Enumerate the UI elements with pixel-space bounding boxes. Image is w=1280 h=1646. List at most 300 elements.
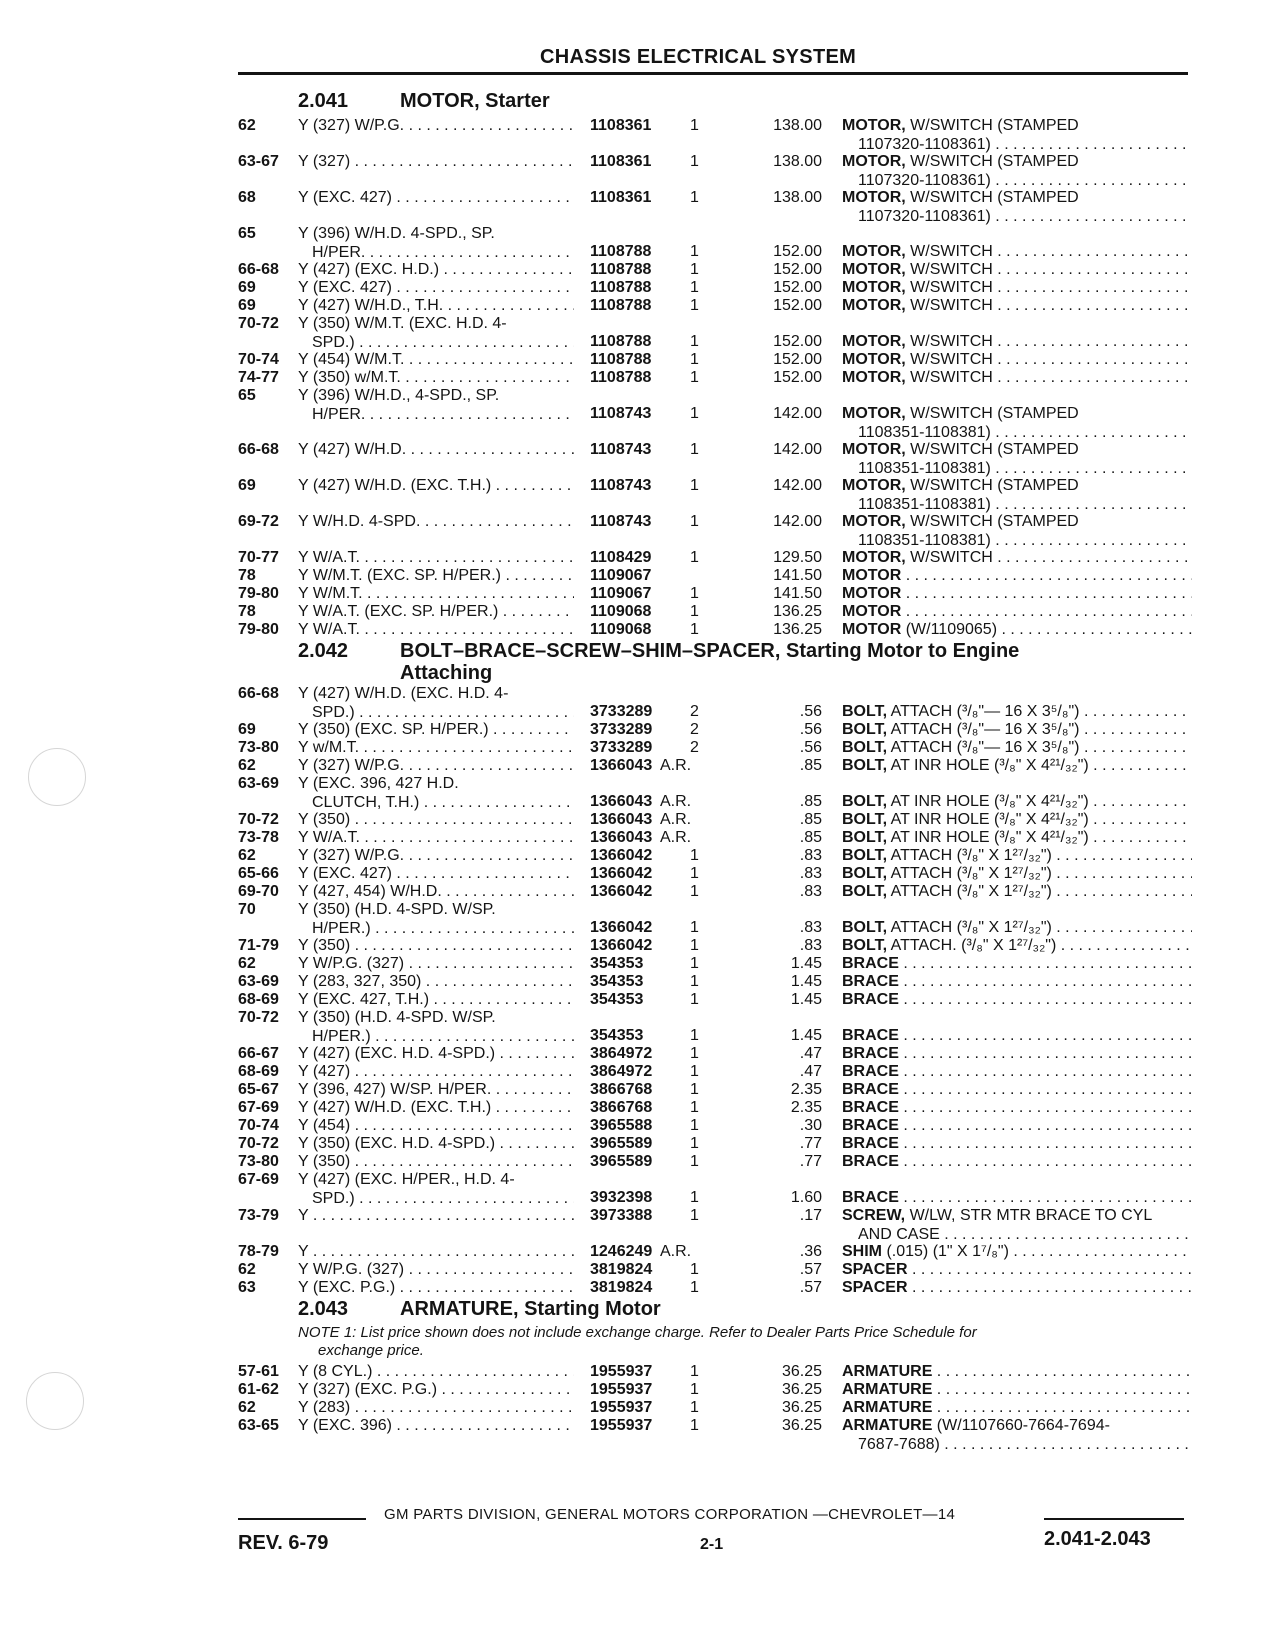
- quantity: 1: [690, 1117, 699, 1134]
- part-number: 1108788: [590, 333, 652, 350]
- application-text: [298, 937, 574, 954]
- description-line: 1108351-1108381) . . .: [842, 423, 1192, 442]
- application-text: [298, 1243, 574, 1260]
- description-line: [842, 1399, 1192, 1416]
- application: [298, 1206, 574, 1225]
- application-line: Y (283, 327, 350): [298, 973, 422, 990]
- quantity: 1: [690, 847, 699, 864]
- description: [842, 1278, 1192, 1297]
- description-line: [842, 1063, 1192, 1080]
- application: [298, 512, 574, 531]
- description-line: [842, 991, 1192, 1008]
- description: [842, 1416, 1192, 1454]
- model-years: 70: [238, 901, 256, 918]
- application-line: Y W/H.D. 4-SPD.: [298, 513, 421, 530]
- application-line: H/PER.): [312, 920, 371, 937]
- quantity: 1: [690, 297, 699, 314]
- description: [842, 566, 1192, 585]
- part-number: 1955937: [590, 1399, 653, 1416]
- section-heading: [238, 638, 1198, 684]
- quantity: 1: [690, 243, 699, 260]
- application-text: [298, 1009, 496, 1026]
- application-line: Y W/A.T. (EXC. SP. H/PER.): [298, 603, 499, 620]
- list-price: .47: [799, 1063, 822, 1080]
- description: [842, 548, 1192, 567]
- description-line: [842, 603, 1192, 620]
- list-price: .83: [799, 865, 822, 882]
- application-text: [298, 721, 574, 738]
- table-row: [238, 990, 1198, 1008]
- quantity: 1: [690, 477, 699, 494]
- model-years: 62: [238, 1261, 256, 1278]
- table-row: [238, 1008, 1198, 1044]
- part-number: 3864972: [590, 1063, 653, 1080]
- application-line: H/PER.): [312, 1028, 371, 1045]
- table-row: [238, 1278, 1198, 1296]
- model-years: 67-69: [238, 1171, 279, 1188]
- quantity: 1: [690, 261, 699, 278]
- part-number: 1108788: [590, 243, 652, 260]
- part-number: 1955937: [590, 1381, 653, 1398]
- description-line: [842, 1279, 1192, 1296]
- description-line: BOLT, ATTACH (³/₈"— 16 X 3⁵/₈") . . .: [842, 739, 1192, 756]
- part-number: 3965588: [590, 1117, 653, 1134]
- model-years: 63-69: [238, 973, 279, 990]
- application-line: H/PER.: [312, 244, 366, 261]
- list-price: 2.35: [790, 1081, 822, 1098]
- application-line: Y (454): [298, 1117, 351, 1134]
- description: [842, 116, 1192, 154]
- quantity: 1: [690, 883, 699, 900]
- description-line: [842, 1027, 1192, 1044]
- table-row: [238, 774, 1198, 810]
- quantity: 1: [690, 549, 699, 566]
- part-number: 3864972: [590, 1045, 653, 1062]
- description-keyword: ARMATURE: [842, 1363, 933, 1380]
- part-number: 1108788: [590, 261, 652, 278]
- description-line: MOTOR, W/SWITCH (STAMPED: [842, 189, 1079, 206]
- table-row: [238, 846, 1198, 864]
- description-line: [842, 567, 1192, 584]
- part-number: 3866768: [590, 1099, 653, 1116]
- description: [842, 720, 1192, 739]
- application-text: [298, 847, 574, 864]
- model-years: 67-69: [238, 1099, 279, 1116]
- list-price: 1.45: [790, 955, 822, 972]
- table-row: [238, 314, 1198, 350]
- application-line: Y w/M.T.: [298, 739, 360, 756]
- description-line: MOTOR (W/1109065) . . .: [842, 621, 1192, 638]
- table-row: [238, 1416, 1198, 1452]
- description-line: MOTOR, W/SWITCH (STAMPED: [842, 477, 1079, 494]
- section-title: [400, 640, 1019, 684]
- part-number: 1108743: [590, 405, 652, 422]
- part-number: 1366042: [590, 919, 653, 936]
- application: [298, 260, 574, 279]
- list-price: .85: [799, 829, 822, 846]
- description: [842, 1116, 1192, 1135]
- application-text: [298, 441, 574, 458]
- application-text: [298, 261, 574, 278]
- model-years: 69: [238, 279, 256, 296]
- application-text: [298, 1063, 574, 1080]
- model-years: 68-69: [238, 991, 279, 1008]
- model-years: 65-66: [238, 865, 279, 882]
- section-title-line: MOTOR, Starter: [400, 90, 550, 112]
- application: [298, 1260, 574, 1279]
- application: [298, 584, 574, 603]
- description: [842, 296, 1192, 315]
- description-line: BOLT, AT INR HOLE (³/₈" X 4²¹/₃₂") . . .: [842, 829, 1192, 846]
- quantity: 1: [690, 1207, 699, 1224]
- description-keyword: MOTOR: [842, 567, 902, 584]
- application-line: Y (EXC. 396, 427 H.D.: [298, 775, 459, 792]
- part-number: 1366042: [590, 865, 653, 882]
- description: [842, 278, 1192, 297]
- application-line: Y (327) W/P.G.: [298, 117, 405, 134]
- part-number: 354353: [590, 955, 644, 972]
- application-text: [298, 117, 574, 134]
- description-keyword: BRACE: [842, 1099, 899, 1116]
- quantity: 1: [690, 1417, 699, 1434]
- description-line: BOLT, AT INR HOLE (³/₈" X 4²¹/₃₂") . . .: [842, 793, 1192, 810]
- part-number: 1108361: [590, 189, 652, 206]
- description-keyword: MOTOR,: [842, 351, 906, 368]
- description: [842, 512, 1192, 550]
- list-price: .56: [799, 703, 822, 720]
- description-line: [842, 955, 1192, 972]
- list-price: 152.00: [773, 369, 822, 386]
- note-line: exchange price.: [318, 1342, 424, 1359]
- model-years: 70-72: [238, 1009, 279, 1026]
- application-line: Y (396) W/H.D. 4-SPD., SP.: [298, 225, 495, 242]
- description: [842, 1188, 1192, 1207]
- application-line: Y (396) W/H.D., 4-SPD., SP.: [298, 387, 500, 404]
- application-line: Y (427, 454) W/H.D.: [298, 883, 442, 900]
- model-years: 74-77: [238, 369, 279, 386]
- description: [842, 1044, 1192, 1063]
- table-row: [238, 152, 1198, 188]
- description: [842, 1062, 1192, 1081]
- part-number: 1366043: [590, 811, 653, 828]
- description-line: [842, 1045, 1192, 1062]
- note-line: NOTE 1: List price shown does not include exchange charge. Refer to Dealer Parts Price Schedule for: [298, 1324, 977, 1341]
- list-price: 36.25: [781, 1381, 822, 1398]
- description-line: [842, 1081, 1192, 1098]
- part-number: 1366042: [590, 847, 653, 864]
- description-line: MOTOR, W/SWITCH . . .: [842, 333, 1192, 350]
- description-line: BOLT, ATTACH (³/₈" X 1²⁷/₃₂") . . .: [842, 883, 1192, 900]
- list-price: .47: [799, 1045, 822, 1062]
- section-title: [400, 90, 550, 113]
- quantity: 1: [690, 1363, 699, 1380]
- table-row: [238, 116, 1198, 152]
- description-line: MOTOR, W/SWITCH . . .: [842, 243, 1192, 260]
- application: [298, 476, 574, 495]
- parts-list: [238, 88, 1198, 1452]
- description-keyword: SPACER: [842, 1261, 908, 1278]
- application-text: [298, 603, 574, 620]
- quantity: A.R.: [660, 757, 692, 774]
- application: [298, 368, 574, 387]
- list-price: .83: [799, 919, 822, 936]
- description-keyword: BOLT,: [842, 793, 888, 810]
- list-price: 142.00: [773, 441, 822, 458]
- part-number: 1955937: [590, 1417, 653, 1434]
- description: [842, 702, 1192, 721]
- description-keyword: MOTOR,: [842, 297, 906, 314]
- description-keyword: MOTOR,: [842, 243, 906, 260]
- description-keyword: MOTOR,: [842, 405, 906, 422]
- application-text: [298, 739, 574, 756]
- description: [842, 332, 1192, 351]
- application: [298, 864, 574, 883]
- application-text: [298, 1081, 574, 1098]
- description-keyword: MOTOR: [842, 603, 902, 620]
- quantity: 1: [690, 603, 699, 620]
- section-note: [238, 1324, 1198, 1360]
- table-row: [238, 756, 1198, 774]
- application-text: [298, 513, 574, 530]
- application: [298, 548, 574, 567]
- quantity: 1: [690, 973, 699, 990]
- application: [298, 314, 574, 352]
- model-years: 62: [238, 847, 256, 864]
- quantity: 1: [690, 369, 699, 386]
- quantity: 1: [690, 621, 699, 638]
- application-line: Y W/A.T.: [298, 549, 360, 566]
- part-number: 3932398: [590, 1189, 653, 1206]
- application-text: [298, 991, 574, 1008]
- description-line: MOTOR, W/SWITCH . . .: [842, 261, 1192, 278]
- table-row: [238, 620, 1198, 638]
- list-price: 142.00: [773, 513, 822, 530]
- list-price: 129.50: [773, 549, 822, 566]
- list-price: .57: [799, 1279, 822, 1296]
- description-line: [842, 1117, 1192, 1134]
- section-number: 2.041: [298, 90, 349, 112]
- application: [298, 1362, 574, 1381]
- page-header-title: CHASSIS ELECTRICAL SYSTEM: [540, 46, 857, 68]
- description: [842, 792, 1192, 811]
- part-number: 354353: [590, 991, 644, 1008]
- quantity: 1: [690, 937, 699, 954]
- application-text: [298, 387, 499, 404]
- application-line: Y (427) W/H.D. (EXC. T.H.): [298, 477, 492, 494]
- description-line: [842, 1099, 1192, 1116]
- description: [842, 188, 1192, 226]
- description-keyword: BOLT,: [842, 937, 888, 954]
- application-text: [298, 1117, 574, 1134]
- description: [842, 828, 1192, 847]
- part-number: 1109068: [590, 621, 652, 638]
- application-line: Y (427) W/H.D.: [298, 441, 407, 458]
- application-line: Y (350): [298, 811, 351, 828]
- section-title: [400, 1298, 661, 1321]
- list-price: 138.00: [773, 153, 822, 170]
- description: [842, 972, 1192, 991]
- part-number: 3819824: [590, 1261, 653, 1278]
- quantity: 1: [690, 279, 699, 296]
- header-rule: [238, 72, 1188, 75]
- description: [842, 584, 1192, 603]
- table-row: [238, 1398, 1198, 1416]
- model-years: 68: [238, 189, 256, 206]
- description: [842, 1134, 1192, 1153]
- application: [298, 440, 574, 459]
- part-number: 1108743: [590, 441, 652, 458]
- model-years: 63-65: [238, 1417, 279, 1434]
- footer-publisher-line: GM PARTS DIVISION, GENERAL MOTORS CORPORATION —CHEVROLET—14: [384, 1506, 956, 1523]
- description: [842, 602, 1192, 621]
- application: [298, 1008, 574, 1046]
- application-text: [298, 901, 496, 918]
- model-years: 78: [238, 603, 256, 620]
- application-line: Y W/P.G. (327): [298, 1261, 405, 1278]
- application: [298, 350, 574, 369]
- application-line: Y (EXC. P.G.): [298, 1279, 396, 1296]
- part-number: 1366043: [590, 793, 653, 810]
- application-line: Y (EXC. 427): [298, 865, 392, 882]
- application: [298, 386, 574, 424]
- description-line: 1107320-1108361) . . .: [842, 135, 1192, 154]
- quantity: 1: [690, 405, 699, 422]
- description: [842, 882, 1192, 901]
- description-line: BOLT, AT INR HOLE (³/₈" X 4²¹/₃₂") . . .: [842, 757, 1192, 774]
- application: [298, 1062, 574, 1081]
- application-line: Y (327) W/P.G.: [298, 757, 405, 774]
- quantity: 1: [690, 991, 699, 1008]
- model-years: 63-69: [238, 775, 279, 792]
- quantity: 2: [690, 739, 699, 756]
- table-row: [238, 954, 1198, 972]
- description: [842, 242, 1192, 261]
- application-text: [298, 685, 508, 702]
- application: [298, 990, 574, 1009]
- application-line: Y (327) W/P.G.: [298, 847, 405, 864]
- part-number: 3733289: [590, 703, 653, 720]
- application: [298, 1080, 574, 1099]
- quantity: 1: [690, 919, 699, 936]
- quantity: 1: [690, 153, 699, 170]
- application-text: [298, 477, 574, 494]
- table-row: [238, 440, 1198, 476]
- quantity: 1: [690, 333, 699, 350]
- table-row: [238, 936, 1198, 954]
- description-line: 1108351-1108381) . . .: [842, 531, 1192, 550]
- application-line: Y (283): [298, 1399, 351, 1416]
- application: [298, 116, 574, 135]
- table-row: [238, 188, 1198, 224]
- application-text: [298, 1171, 515, 1188]
- table-row: [238, 602, 1198, 620]
- description-line: 7687-7688) . . .: [842, 1435, 1192, 1454]
- description-keyword: BRACE: [842, 955, 899, 972]
- application: [298, 846, 574, 865]
- table-row: [238, 684, 1198, 720]
- list-price: 141.50: [773, 567, 822, 584]
- application: [298, 1278, 574, 1297]
- application-text: [298, 1099, 574, 1116]
- description-keyword: BOLT,: [842, 883, 888, 900]
- application: [298, 882, 574, 901]
- table-row: [238, 972, 1198, 990]
- description: [842, 350, 1192, 369]
- description-keyword: BOLT,: [842, 811, 888, 828]
- list-price: .83: [799, 937, 822, 954]
- description-keyword: MOTOR,: [842, 189, 906, 206]
- application: [298, 1380, 574, 1399]
- description-line: 1108351-1108381) . . .: [842, 459, 1192, 478]
- application: [298, 972, 574, 991]
- part-number: 3819824: [590, 1279, 653, 1296]
- list-price: 136.25: [773, 621, 822, 638]
- table-row: [238, 1362, 1198, 1380]
- application-line: Y (EXC. 427): [298, 279, 392, 296]
- model-years: 69-72: [238, 513, 279, 530]
- model-years: 61-62: [238, 1381, 279, 1398]
- description-keyword: BOLT,: [842, 865, 888, 882]
- part-number: 1108788: [590, 279, 652, 296]
- table-row: [238, 566, 1198, 584]
- quantity: A.R.: [660, 811, 692, 828]
- list-price: 142.00: [773, 477, 822, 494]
- part-number: 1955937: [590, 1363, 653, 1380]
- description-line: MOTOR, W/SWITCH (STAMPED: [842, 117, 1079, 134]
- application-line: Y (427) (EXC. H.D.): [298, 261, 440, 278]
- description-line: BOLT, ATTACH (³/₈"— 16 X 3⁵/₈") . . .: [842, 703, 1192, 720]
- description: [842, 1380, 1192, 1399]
- description: [842, 1026, 1192, 1045]
- description-keyword: MOTOR,: [842, 279, 906, 296]
- quantity: 1: [690, 1135, 699, 1152]
- description-keyword: BOLT,: [842, 919, 888, 936]
- application-line: Y (327): [298, 153, 351, 170]
- section-title-line: BOLT–BRACE–SCREW–SHIM–SPACER, Starting Motor to Engine: [400, 640, 1020, 662]
- application-line: Y (427) (EXC. H.D. 4-SPD.): [298, 1045, 496, 1062]
- application-text: [298, 775, 459, 792]
- description: [842, 810, 1192, 829]
- application: [298, 810, 574, 829]
- table-row: [238, 720, 1198, 738]
- section-number: 2.042: [298, 640, 349, 662]
- description-line: MOTOR, W/SWITCH . . .: [842, 297, 1192, 314]
- part-number: 1246249: [590, 1243, 653, 1260]
- quantity: 1: [690, 1399, 699, 1416]
- part-number: 1366043: [590, 829, 653, 846]
- part-number: 1366043: [590, 757, 653, 774]
- table-row: [238, 1152, 1198, 1170]
- table-row: [238, 1242, 1198, 1260]
- list-price: .83: [799, 883, 822, 900]
- application: [298, 774, 574, 812]
- description-keyword: BOLT,: [842, 739, 888, 756]
- description-keyword: BOLT,: [842, 757, 888, 774]
- description-keyword: BOLT,: [842, 829, 888, 846]
- application-line: Y (427) W/H.D., T.H.: [298, 297, 444, 314]
- table-row: [238, 1170, 1198, 1206]
- model-years: 73-80: [238, 739, 279, 756]
- part-number: 3965589: [590, 1153, 653, 1170]
- application-line: Y W/A.T.: [298, 621, 360, 638]
- model-years: 66-68: [238, 261, 279, 278]
- application-line: Y (454) W/M.T.: [298, 351, 405, 368]
- model-years: 68-69: [238, 1063, 279, 1080]
- description-line: MOTOR, W/SWITCH (STAMPED: [842, 405, 1079, 422]
- list-price: .85: [799, 793, 822, 810]
- application-line: SPD.): [312, 334, 355, 351]
- list-price: .17: [799, 1207, 822, 1224]
